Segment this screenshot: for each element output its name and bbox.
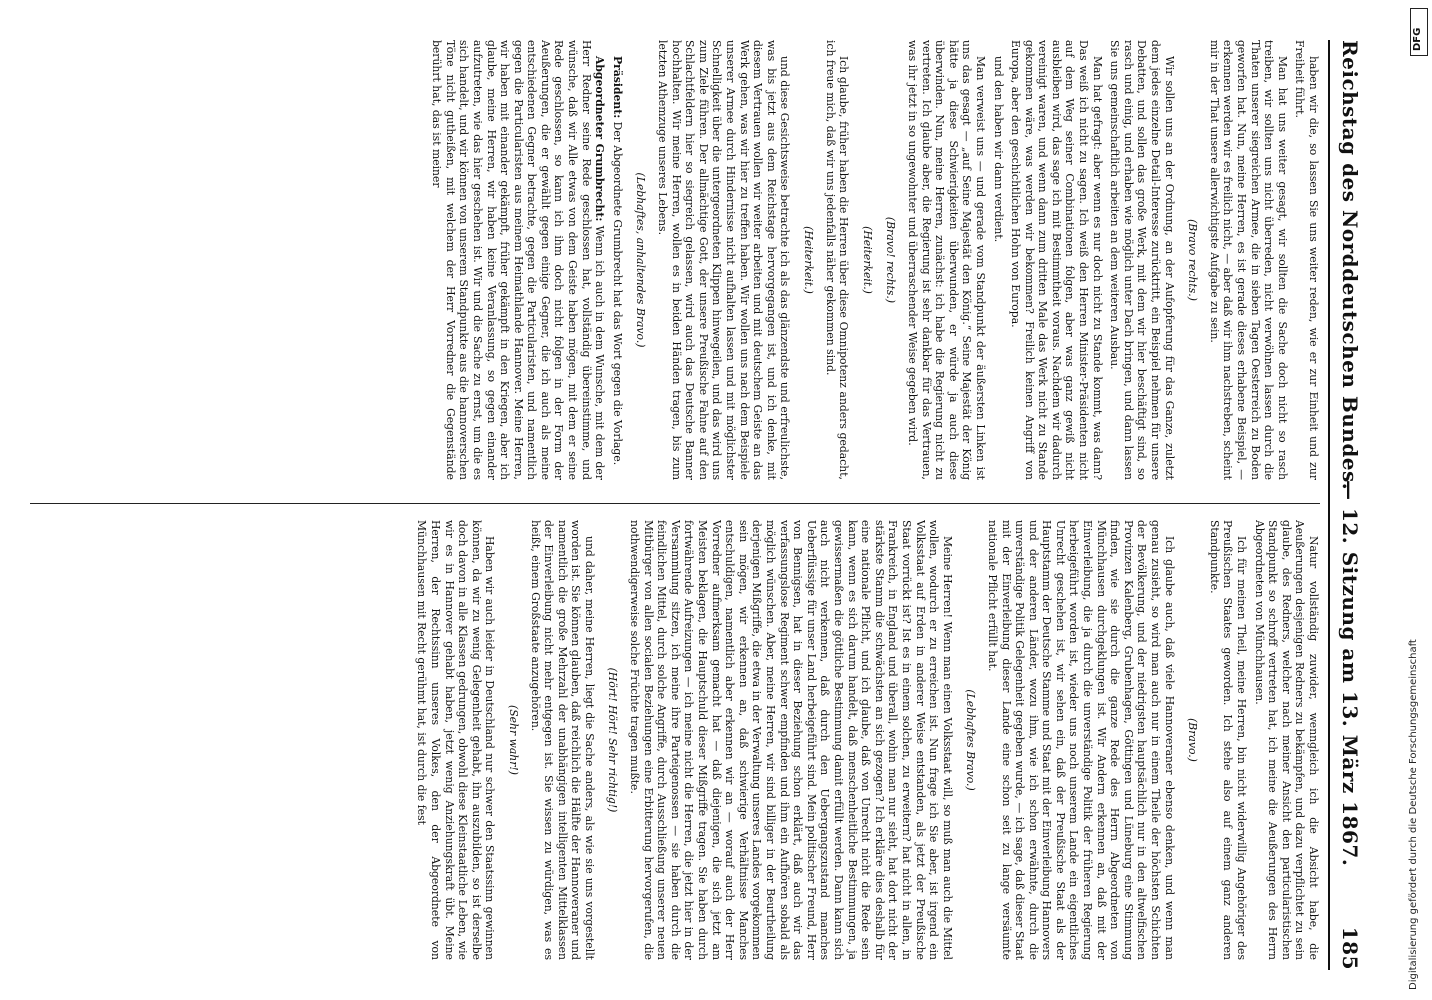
left-text-column [30, 40, 1320, 480]
text-paragraph: Ich glaube, früher haben die Herren über diese Omnipotenz anders gedacht, ich freue mich, daß wir uns jedenfalls näher gekommen sind. [823, 40, 851, 480]
text-paragraph: Wir sollen uns an der Ordnung, an der Aufopferung für das Ganze, zuletzt dem jedes einzelne Detail-Interesse zurücktritt, ein Beispiel nehmen für unsere Debatten, und sollen das große Werk, mit dem wir hier beschäftigt sind, so rasch und einig, und erhaben wie möglich unter Dach bringen, und dann lassen Sie uns gemeinschaftlich arbeiten an dem weiteren Ausbau. [1108, 40, 1176, 480]
speech-paragraph [610, 40, 624, 480]
credit-text: Digitalisierung gefördert durch die Deutsche Forschungsgemeinschaft [1408, 639, 1419, 990]
text-paragraph: Haben wir auch leider in Deutschland nur schwer den Staatssinn gewinnen können, da wir zu wenig Gelegenheit gehabt, ihn auszubilden, so ist derselbe doch davon in alle Klassen gedrungen, obwohl diese Kleinstaatliche Leben, wie wir es in Hannover gehabt haben, jetzt wenig Anziehungskraft übt. Meine Herren, der Rechtssinn unseres Volkes, den der Abgeordnete von Münchhausen mit Recht gerühmt hat, ist durch die fest [415, 520, 497, 960]
stage-direction: (Lebhaftes, anhaltendes Bravo.) [634, 172, 648, 348]
text-paragraph: und diese Gesichtsweise betrachte ich als das glänzendste und erfreulichste, was bis jetzt aus dem Reichstage hervorgegangen ist, und ich denke, mit diesem Vertrauen wollen wir weiter arbeiten und mit deutschem Geiste an das Werk gehen, was wir hier zu treffen haben. Wir wollen uns nach dem Beispiele unserer Armee durch Hindernisse nicht aufhalten lassen und mit möglichster Schnelligkeit über die untergeordneten Klippen hinwegeilen, und das wird uns zum Ziele führen. Der allmächtige Gott, der unsere Preußische Fahne auf den Schlachtfeldern hier so siegreich gelassen, wird auch das Deutsche Banner hochhalten. Wir meine Herren, wollen es in beiden Händen tragen, bis zum letzten Athemzuge unseres Lebens. [656, 40, 792, 480]
stage-direction: (Lebhaftes Bravo.) [964, 689, 978, 791]
text-paragraph: Meine Herren! Wenn man einen Volksstaat will, so muß man auch die Mittel wollen, wodurch er zu erreichen ist. Nun frage ich Sie aber, ist irgend ein Volksstaat auf Erden in anderer Weise entstanden, als jetzt der Preußische Staat vorrückt ist? Ist es in einem solchen, zu erweitern? hat nicht in allen, in Frankreich, in England und überall, wohin man nur sieht, hat dort nicht der stärkste Stamm die schwächsten an sich gezogen? Ich erkläre dies deshalb für eine nationale Pflicht, und ich glaube, daß von Unrecht nicht die Rede sein kann, wenn es sich darum handelt, daß menschenheitliche Bestimmungen, ja gewissermaßen die göttliche Bestimmung damit erfüllt werden. Dann kann sich auch nicht verkennen, daß durch den Uebergangszustand manches Ueberflüssige für unser Land herbeigeführt sind. Mein politischer Freund, Herr von Bennigsen, hat in dieser Beziehung schon erklärt, daß auch wir das verfassungslose Regiment schwer empfinden und ihm ein Aufhören sobald als möglich wünschen. Aber, meine Herren, wir sind billiger in der Beurtheilung derjenigen Mißgriffe, die etwa in der Verwaltung unseres Landes vorgekommen sein mögen, wir erkennen an, daß schwierige Verhältnisse Manches entschuldigen, namentlich aber erkennen wir an — worauf auch der Herr Vorredner aufmerksam gemacht hat — daß diejenigen, die sich jetzt am Meisten beklagen, die Hauptschuld dieser Mißgriffe tragen. Sie haben durch fortwährende Aufreizungen — ich meine nicht die Herren, die jetzt hier in der Versammlung sitzen, ich meine ihre Parteigenossen — sie haben durch die feindlichen Mittel, durch solche Angriffe, durch Ausschließung unserer neuen Mitbürger von allen socialen Beziehungen eine Erbitterung hervorgerufen, die nothwendigerweise solche Früchte tragen mußte. [628, 520, 954, 960]
session-title: — 12. Sitzung am 13. März 1867. [1338, 480, 1362, 867]
text-paragraph: Ich für meinen Theil, meine Herren, bin nicht widerwillig Angehöriger des Preußischen Staates geworden. Ich stehe also auf einem ganz anderen Standpunkte. [1207, 520, 1249, 960]
credit-sidebar [1400, 0, 1432, 1000]
speech-text: Der Abgeordnete Grumbrecht hat das Wort gegen die Vorlage. [610, 121, 624, 466]
stage-direction: (Bravo! rechts.) [884, 216, 898, 304]
stage-direction: (Heiterkeit.) [802, 226, 815, 294]
stage-direction: (Heiterkeit.) [860, 226, 874, 294]
speaker-name: Abgeordneter Grumbrecht: [593, 56, 607, 222]
text-paragraph: und daher, meine Herren, liegt die Sache anders, als wie sie uns vorgestellt worden ist. Sie können glauben, daß reichlich die Hälfte der Hannoveraner und namentlich die große Mehrzahl der unabhängigen intelligenten Mittelklassen der Einverleibung nicht mehr entgegen ist. Sie wissen zu würdigen, was es heißt, einem Großstaate anzugehören. [528, 520, 596, 960]
page-header [1332, 40, 1362, 970]
text-paragraph: Man hat uns weiter gesagt, wir sollten die Sache doch nicht so rasch treiben, wir sollten uns nicht überreden, nicht verwöhnen lassen durch die Thaten unserer siegreichen Armee, die in sieben Tagen Oesterreich zu Boden geworfen hat. Nun, meine Herren, es ist gerade dieses erhabene Beispiel, — erkennen werden wir es freilich nicht, — aber daß wir ihm nachstreben, scheint mir in der That unsere allerwichtigste Aufgabe zu sein. [1207, 40, 1289, 480]
speech-paragraph [430, 40, 607, 480]
dfg-logo-text: DFG [1412, 27, 1423, 51]
page-number: 185 [1338, 926, 1362, 970]
stage-direction: (Sehr wahr!) [506, 705, 520, 775]
stage-direction: (Bravo.) [1186, 718, 1200, 762]
text-paragraph: und den haben wir dann verdient. [991, 56, 1005, 243]
text-paragraph: Ich glaube auch, daß viele Hannoveraner ebenso denken, und wenn man genau zusieht, so wird man auch nur in einem Theile der höchsten Schichten der Bevölkerung, und der niedrigsten hauptsächlich nur in den altwelfischen Provinzen Kalenberg, Grubenhagen, Göttingen und Lüneburg eine Stimmung finden, wie sie durch die ganze Rede des Herrn Abgeordneten von Münchhausen durchgeklungen ist. Wir Andern erkennen an, daß mit der Einverleibung, die ja durch die unverständige Politik der früheren Regierung herbeigeführt worden ist, wieder uns noch unserem Lande ein eigentliches Unrecht geschehen ist, wir sehen ein, daß der Preußische Staat als der Hauptstamm der Deutsche Stamme und Staat mit der Einverleibung Hannovers und der anderen Länder, wozu ihm, wie ich schon erwähnte, durch die unverständige Politik Gelegenheit gegeben wurde, — ich sage, daß dieser Staat mit der Einverleibung dieser Lande eine schon seit zu lange versäumte nationale Pflicht erfüllt hat. [985, 520, 1176, 960]
text-paragraph: Natur vollständig zuwider, wenngleich ich die Absicht habe, die Aeußerungen desjenigen Redners zu bekämpfen, und dazu verpflichtet zu sein glaube, des Redners, welcher nach meiner Ansicht den particularistischen Standpunkt so schroff vertreten hat, ich meine die Aeußerungen des Herrn Abgeordneten von Münchhausen. [1252, 520, 1320, 960]
running-title: Reichstag des Norddeutschen Bundes. [1338, 40, 1362, 491]
text-paragraph: haben wir die, so lassen Sie uns weiter reden, wie er zur Einheit und zur Freiheit führt. [1293, 40, 1320, 480]
stage-direction: (Bravo rechts.) [1186, 219, 1200, 301]
speech-text: Wenn ich auch in dem Wunsche, mit dem der Herr Redner seine Rede geschlossen hat, vollständig übereinstimme, und wünsche, daß wir Alle etwas von dem Geiste haben mögen, mit dem er seine Rede geschlossen, so kann ich ihm doch nicht folgen in der Form der Aeußerungen, die er gewählt gegen einige Gegner, die ich auch als meine entschiedenen Gegner betrachte, gegen die Particularisten, und namentlich gegen die Particularisten aus meinem Heimathlande Hannover. Meine Herren, wir haben mit einander gekämpft, früher gekämpft in den Kriegen, aber ich glaube, meine Herren, wir haben keine Veranlassung, so gegen einander aufzutreten, wie das hier geschehen ist. Wir und die Sache zu ernst, um die es sich handelt, und wir können von unserem Standpunkte aus die hannoverschen Töne nicht gutheißen, mit welchem der Herr Vorredner die Gegenstände berührt hat, das ist meiner [430, 40, 607, 480]
header-rule [1328, 40, 1330, 970]
text-paragraph: Man verweist uns — und gerade vom Standpunkt der äußersten Linken ist uns das gesagt — „auf Seine Majestät den König.“ Seine Majestät der König hätte ja diese Schwierigkeiten überwunden, er würde ja auch diese überwinden. Nun, meine Herren, zunächst: ich habe die Regierung nicht zu vertreten. Ich glaube aber, die Regierung ist sehr dankbar für das Vertrauen, was ihr jetzt in so ungewohnter und überraschender Weise gegeben wird. [905, 40, 987, 480]
dfg-logo [1410, 8, 1428, 56]
right-text-column [30, 520, 1320, 960]
text-paragraph: Man hat gefragt: aber wenn es nur doch nicht zu Stande kommt, was dann? Das weiß ich nicht zu sagen. Ich weiß den Herren Minister-Präsidenten nicht auf dem Weg seiner Combinationen folgen, aber was ganz gewiß nicht ausbleiben wird, das sage ich mit Bestimmtheit voraus. Nachdem wir dadurch vereinigt waren, und wenn dann zum dritten Male das Werk nicht zu Stande gekommen wäre, was werden wir bekommen? Freilich keinen Angriff von Europa, aber den geschichtlichen Hohn von Europa. [1009, 40, 1104, 480]
column-divider [30, 503, 1320, 504]
speaker-name: Präsident: [610, 56, 624, 119]
stage-direction: (Hört! Hört! Sehr richtig!) [606, 667, 620, 813]
